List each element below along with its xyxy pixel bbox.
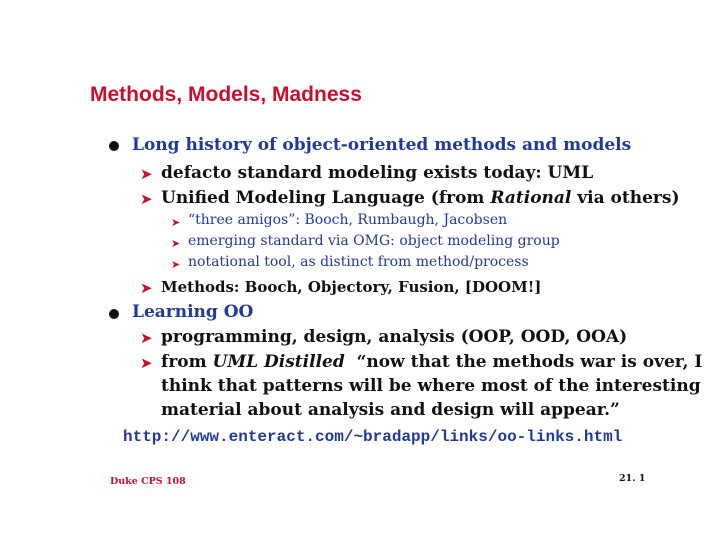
bullet-1-sub-2 bbox=[161, 188, 680, 208]
small-arrow-icon: ➤ bbox=[171, 216, 181, 229]
bullet-1-sub-2-item-1: “three amigos”: Booch, Rumbaugh, Jacobsen bbox=[188, 212, 508, 228]
bullet-2-text: Learning OO bbox=[132, 302, 254, 322]
bullet-2-sub-2-line-2: think that patterns will be where most of the interesting bbox=[161, 376, 701, 396]
quote-pre: from bbox=[161, 352, 213, 372]
bullet-1-sub-2-item-3: notational tool, as distinct from method/process bbox=[188, 254, 529, 270]
bullet-2-sub-2-line-1 bbox=[161, 352, 702, 372]
sub-2-em: Rational bbox=[490, 188, 572, 208]
arrow-icon: ➤ bbox=[140, 329, 153, 347]
bullet-1-sub-3: Methods: Booch, Objectory, Fusion, [DOOM!] bbox=[161, 278, 542, 296]
reference-url[interactable]: http://www.enteract.com/~bradapp/links/oo-links.html bbox=[123, 428, 623, 446]
book-title: UML Distilled bbox=[212, 352, 345, 372]
small-arrow-icon: ➤ bbox=[171, 258, 181, 271]
footer-course: Duke CPS 108 bbox=[110, 476, 186, 487]
arrow-icon: ➤ bbox=[140, 190, 153, 208]
sub-2-pre: Unified Modeling Language (from bbox=[161, 188, 491, 208]
bullet-1-sub-2-item-2: emerging standard via OMG: object modeling group bbox=[188, 233, 560, 249]
bullet-1-text: Long history of object-oriented methods and models bbox=[132, 135, 632, 155]
bullet-1-sub-1: defacto standard modeling exists today: UML bbox=[161, 163, 594, 183]
arrow-icon: ➤ bbox=[140, 165, 153, 183]
bullet-dot-icon bbox=[109, 141, 119, 151]
arrow-icon: ➤ bbox=[140, 354, 153, 372]
sub-2-post: via others) bbox=[571, 188, 680, 208]
bullet-2-sub-1: programming, design, analysis (OOP, OOD, OOA) bbox=[161, 327, 628, 347]
arrow-icon: ➤ bbox=[140, 279, 153, 297]
bullet-dot-icon bbox=[109, 309, 119, 319]
slide-title: Methods, Models, Madness bbox=[90, 83, 362, 106]
footer-page-number: 21. 1 bbox=[619, 473, 646, 484]
quote-line-1: “now that the methods war is over, I bbox=[344, 352, 703, 372]
bullet-2-sub-2-line-3: material about analysis and design will appear.” bbox=[161, 400, 620, 420]
small-arrow-icon: ➤ bbox=[171, 237, 181, 250]
